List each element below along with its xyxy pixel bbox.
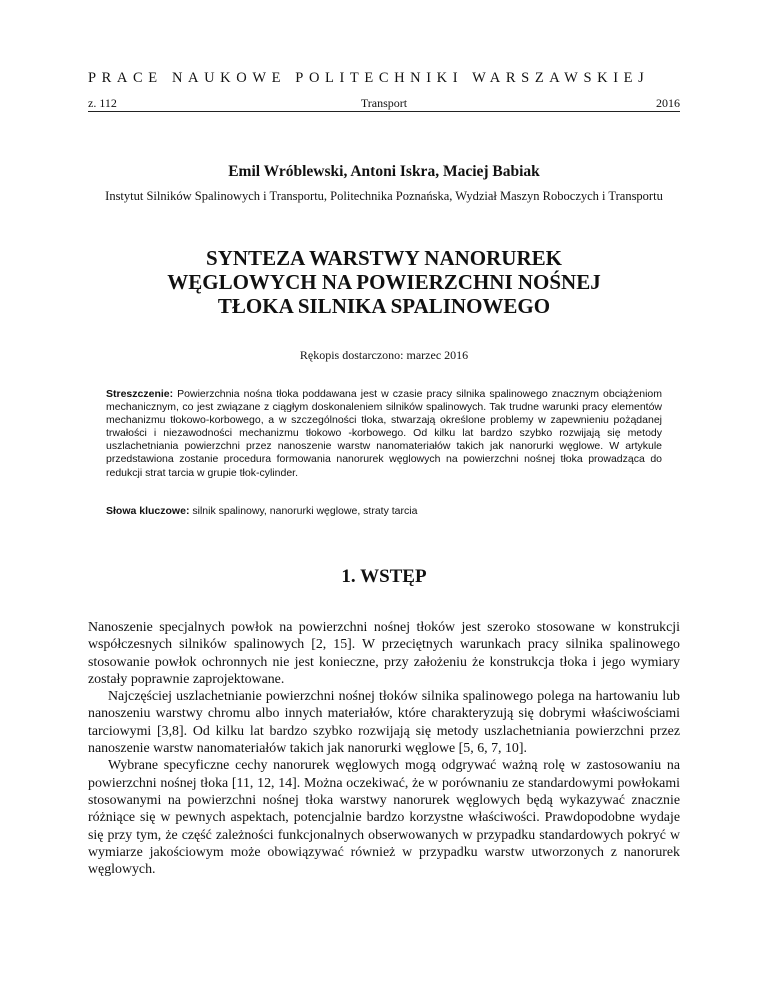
header-rule [88,111,680,112]
received-date: Rękopis dostarczono: marzec 2016 [299,348,469,362]
issue-number: z. 112 [88,96,117,110]
title-line: SYNTEZA WARSTWY NANORUREK [206,246,562,270]
keywords [106,505,662,518]
abstract-label: Streszczenie: [106,388,174,400]
keywords-text: silnik spalinowy, nanorurki węglowe, straty tarcia [189,505,418,517]
issue-meta [88,96,680,110]
paragraph: Najczęściej uszlachetnianie powierzchni nośnej tłoków silnika spalinowego polega na hartowaniu lub nanoszeniu warstwy chromu albo innych materiałów, które charakteryzują się dobrymi właściwościami tarciowymi [3,8]. Od kilku lat bardzo szybko rozwijają się metody uszlachetniania powierzchni przez nanoszenie warstw nanomateriałów takich jak nanorurki węglowe [5, 6, 7, 10]. [88,689,680,757]
title-line: WĘGLOWYCH NA POWIERZCHNI NOŚNEJ [167,270,601,294]
paragraph: Nanoszenie specjalnych powłok na powierzchni nośnej tłoków jest szeroko stosowane w konstrukcji współczesnych silników spalinowych [2, 15]. W przeciętnych warunkach pracy silnika spalinowego stosowanie powłok ochronnych nie jest konieczne, przy założeniu że konstrukcja tłoka i jego wymiary zostały poprawnie zaprojektowane. [88,620,680,687]
paragraph: Wybrane specyficzne cechy nanorurek węglowych mogą odgrywać ważną rolę w zastosowaniu na powierzchni nośnej tłoka [11, 12, 14]. Można oczekiwać, że w porównaniu ze standardowymi powłokami stosowanymi na powierzchni nośnej tłoka warstwy nanorurek węglowych będą wykazywać znacznie różniące się w pewnych aspektach, potencjalnie bardzo korzystne właściwości. Prawdopodobne wydaje się przy tym, że część zależności funkcjonalnych obserwowanych w przypadku standardowych pokryć w wymiarze jakościowym może obowiązywać również w przypadku warstw utworzonych z nanorurek węglowych. [88,758,680,878]
abstract-text: Powierzchnia nośna tłoka poddawana jest w czasie pracy silnika spalinowego znacznym obciążeniom mechanicznym, co jest związane z ciągłym doskonaleniem silników spalinowych. Tak trudne warunki pracy elementów mechanizmu tłokowo-korbowego, a w szczególności tłoka, stwarzają określone problemy w zapewnieniu pożądanej trwałości i niezawodności mechanizmu tłokowo -korbowego. Od kilku lat bardzo szybko rozwijają się metody uszlachetniania powierzchni przez nanoszenie warstw nanomateriałów takich jak nanorurki węglowe. W artykule przedstawiona zostanie procedura formowania nanorurek węglowych na powierzchni nośnej tłoka prowadząca do redukcji strat tarcia w grupie tłok-cylinder. [106,388,662,479]
affiliation: Instytut Silników Spalinowych i Transportu, Politechnika Poznańska, Wydział Maszyn Roboczych i Transportu [105,189,663,203]
keywords-label: Słowa kluczowe: [106,505,190,517]
section-heading: 1. WSTĘP [341,566,427,587]
abstract [106,388,662,480]
paper-title [88,246,680,318]
title-line: TŁOKA SILNIKA SPALINOWEGO [217,294,551,318]
journal-name: PRACE NAUKOWE POLITECHNIKI WARSZAWSKIEJ [88,70,650,86]
issue-year: 2016 [656,96,680,110]
journal-section: Transport [360,96,408,110]
body-text [88,619,680,878]
authors: Emil Wróblewski, Antoni Iskra, Maciej Babiak [228,163,540,180]
